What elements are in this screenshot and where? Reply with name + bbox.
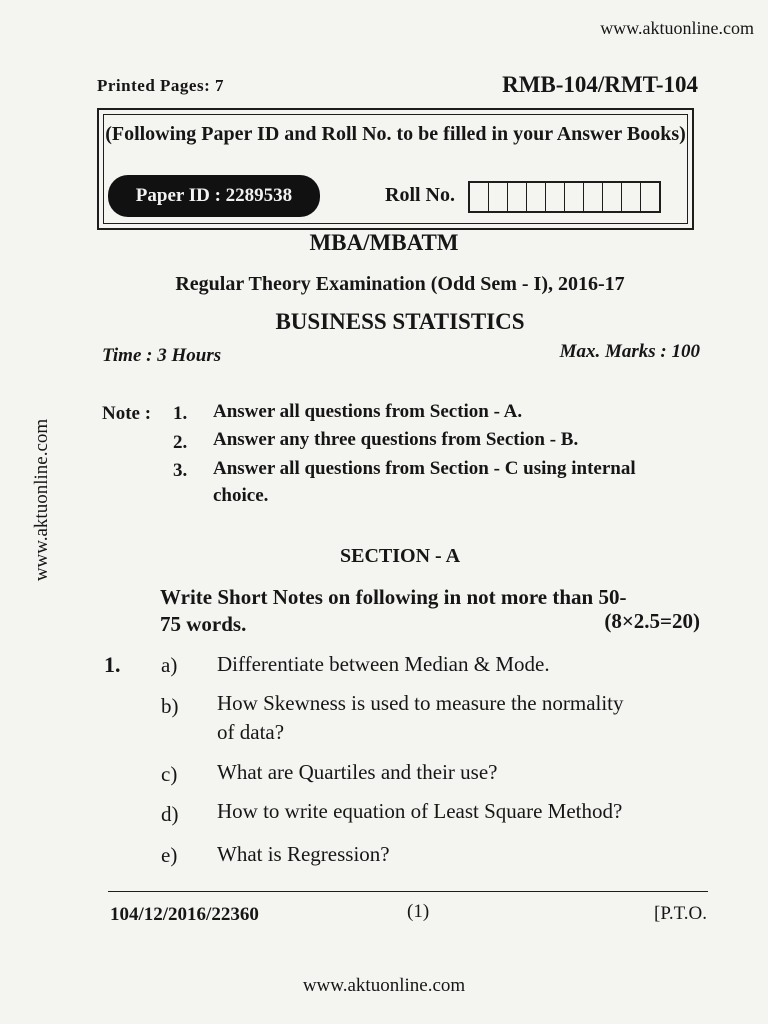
roll-no-digit-box [508,183,527,211]
watermark-side: www.aktuonline.com [31,418,52,582]
question-part-text: What is Regression? [217,842,390,866]
question-part-letter: e) [161,843,178,867]
paper-id-badge: Paper ID : 2289538 [108,175,320,217]
paper-code: RMB-104/RMT-104 [502,72,698,97]
roll-no-digit-box [641,183,659,211]
roll-no-label: Roll No. [385,184,455,206]
question-part-letter: c) [161,762,178,786]
roll-no-digit-box [489,183,508,211]
section-instruction: Write Short Notes on following in not more than 50- [160,585,627,609]
note-text: Answer any three questions from Section - B. [213,429,579,450]
note-text: Answer all questions from Section - A. [213,401,523,422]
question-part-text: of data? [217,720,285,744]
footer-divider [108,891,708,892]
subject-title: BUSINESS STATISTICS [275,309,525,334]
max-marks: Max. Marks : 100 [559,341,700,362]
section-marks: (8×2.5=20) [604,609,700,633]
question-part-letter: d) [161,802,179,826]
question-part-letter: a) [161,653,178,677]
note-text: Answer all questions from Section - C using internal [213,458,636,479]
footer-code: 104/12/2016/22360 [110,904,259,925]
question-number: 1. [104,652,121,677]
roll-no-digit-box [622,183,641,211]
question-part-text: How Skewness is used to measure the normality [217,691,624,715]
section-title: SECTION - A [339,545,461,567]
exam-time: Time : 3 Hours [102,345,222,366]
section-instruction: 75 words. [160,612,247,636]
page-number: (1) [407,901,430,922]
roll-no-digit-box [565,183,584,211]
watermark-top: www.aktuonline.com [600,18,754,38]
exam-title: Regular Theory Examination (Odd Sem - I), 2016-17 [175,273,625,295]
course-name: MBA/MBATM [309,230,459,255]
note-number: 2. [173,432,188,453]
roll-no-boxes [468,181,661,213]
note-number: 1. [173,403,188,424]
roll-no-digit-box [546,183,565,211]
please-turn-over: [P.T.O. [654,903,707,924]
question-part-letter: b) [161,694,179,718]
question-part-text: Differentiate between Median & Mode. [217,652,550,676]
question-part-text: What are Quartiles and their use? [217,760,498,784]
roll-no-digit-box [527,183,546,211]
note-number: 3. [173,460,188,481]
note-text: choice. [213,485,269,506]
roll-no-digit-box [603,183,622,211]
printed-pages: Printed Pages: 7 [97,76,224,95]
note-label: Note : [102,403,152,424]
question-part-text: How to write equation of Least Square Method? [217,799,623,823]
roll-no-digit-box [470,183,489,211]
roll-no-digit-box [584,183,603,211]
watermark-bottom: www.aktuonline.com [302,975,466,996]
fill-instruction: (Following Paper ID and Roll No. to be filled in your Answer Books) [105,123,686,145]
